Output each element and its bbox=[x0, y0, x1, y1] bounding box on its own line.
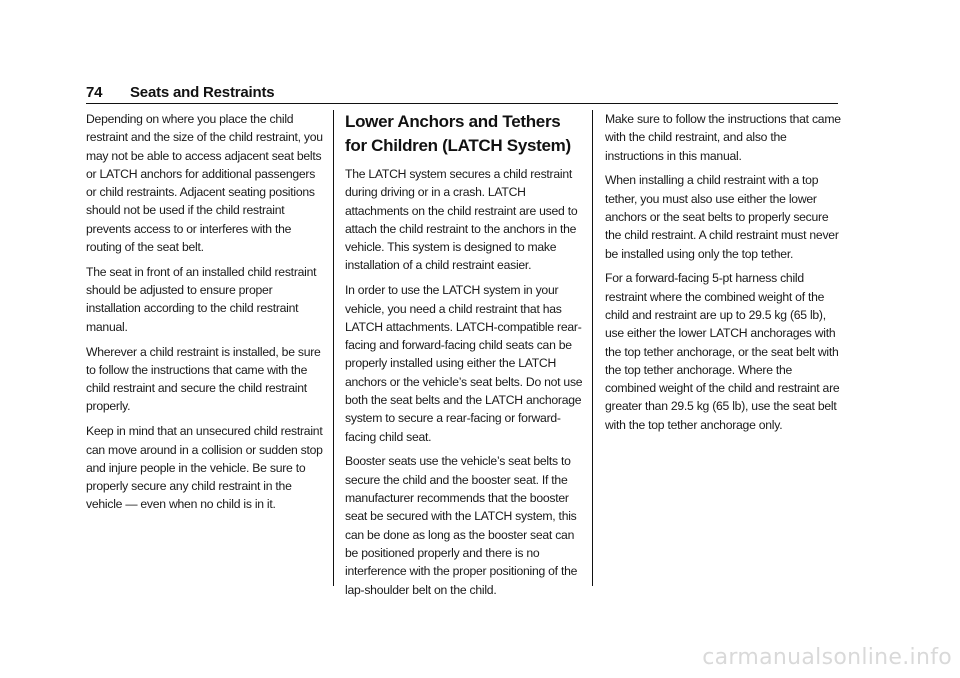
paragraph: Keep in mind that an unsecured child restraint can move around in a collision or sudden stop and injure people in the vehicle. Be sure to properly secure any child restraint in the vehicle — even when no child is in it. bbox=[86, 424, 323, 512]
page-number: 74 bbox=[86, 84, 103, 101]
paragraph: The seat in front of an installed child restraint should be adjusted to ensure proper installation according to the child restraint manual. bbox=[86, 264, 317, 334]
text-column-middle bbox=[345, 110, 583, 605]
page-header bbox=[86, 82, 838, 106]
watermark: carmanualsonline.info bbox=[702, 645, 952, 670]
paragraph: Make sure to follow the instructions that came with the child restraint, and also the instructions in this manual. bbox=[605, 112, 841, 163]
section-heading: Lower Anchors and Tethers for Children (LATCH System) bbox=[345, 112, 571, 155]
section-title: Seats and Restraints bbox=[130, 84, 275, 101]
paragraph: When installing a child restraint with a top tether, you must also use either the lower anchors or the seat belts to properly secure the child restraint. A child restraint must never be installed using only the top tether. bbox=[605, 173, 839, 261]
text-column-left bbox=[86, 110, 326, 520]
header-rule bbox=[86, 103, 838, 104]
column-divider bbox=[333, 110, 334, 586]
paragraph: In order to use the LATCH system in your vehicle, you need a child restraint that has LATCH attachments. LATCH-compatible rear-facing and forward-facing child seats can be properly installed using either the LATCH anchors or the vehicle’s seat belts. Do not use both the seat belts and the LATCH anchorage system to secure a rear-facing or forward-facing child seat. bbox=[345, 283, 583, 444]
paragraph: Wherever a child restraint is installed, be sure to follow the instructions that came with the child restraint and secure the child restraint properly. bbox=[86, 344, 321, 414]
paragraph: Booster seats use the vehicle’s seat belts to secure the child and the booster seat. If the manufacturer recommends that the booster seat be secured with the LATCH system, this can be done as long as the booster seat can be positioned properly and there is no interference with the proper positioning of the lap-shoulder belt on the child. bbox=[345, 454, 578, 597]
text-column-right bbox=[605, 110, 841, 441]
paragraph: Depending on where you place the child restraint and the size of the child restraint, you may not be able to access adjacent seat belts or LATCH anchors for additional passengers or child restraints. Adjacent seating positions should not be used if the child restraint prevents access to or interferes with the routing of the seat belt. bbox=[86, 112, 323, 255]
paragraph: The LATCH system secures a child restraint during driving or in a crash. LATCH attachments on the child restraint are used to attach the child restraint to the anchors in the vehicle. This system is designed to make installation of a child restraint easier. bbox=[345, 167, 578, 273]
column-divider bbox=[592, 110, 593, 586]
paragraph: For a forward-facing 5-pt harness child restraint where the combined weight of the child and restraint are up to 29.5 kg (65 lb), use either the lower LATCH anchorages with the top tether anchorage, or the seat belt with the top tether anchorage. Where the combined weight of the child and restraint are greater than 29.5 kg (65 lb), use the seat belt with the top tether anchorage only. bbox=[605, 271, 840, 432]
